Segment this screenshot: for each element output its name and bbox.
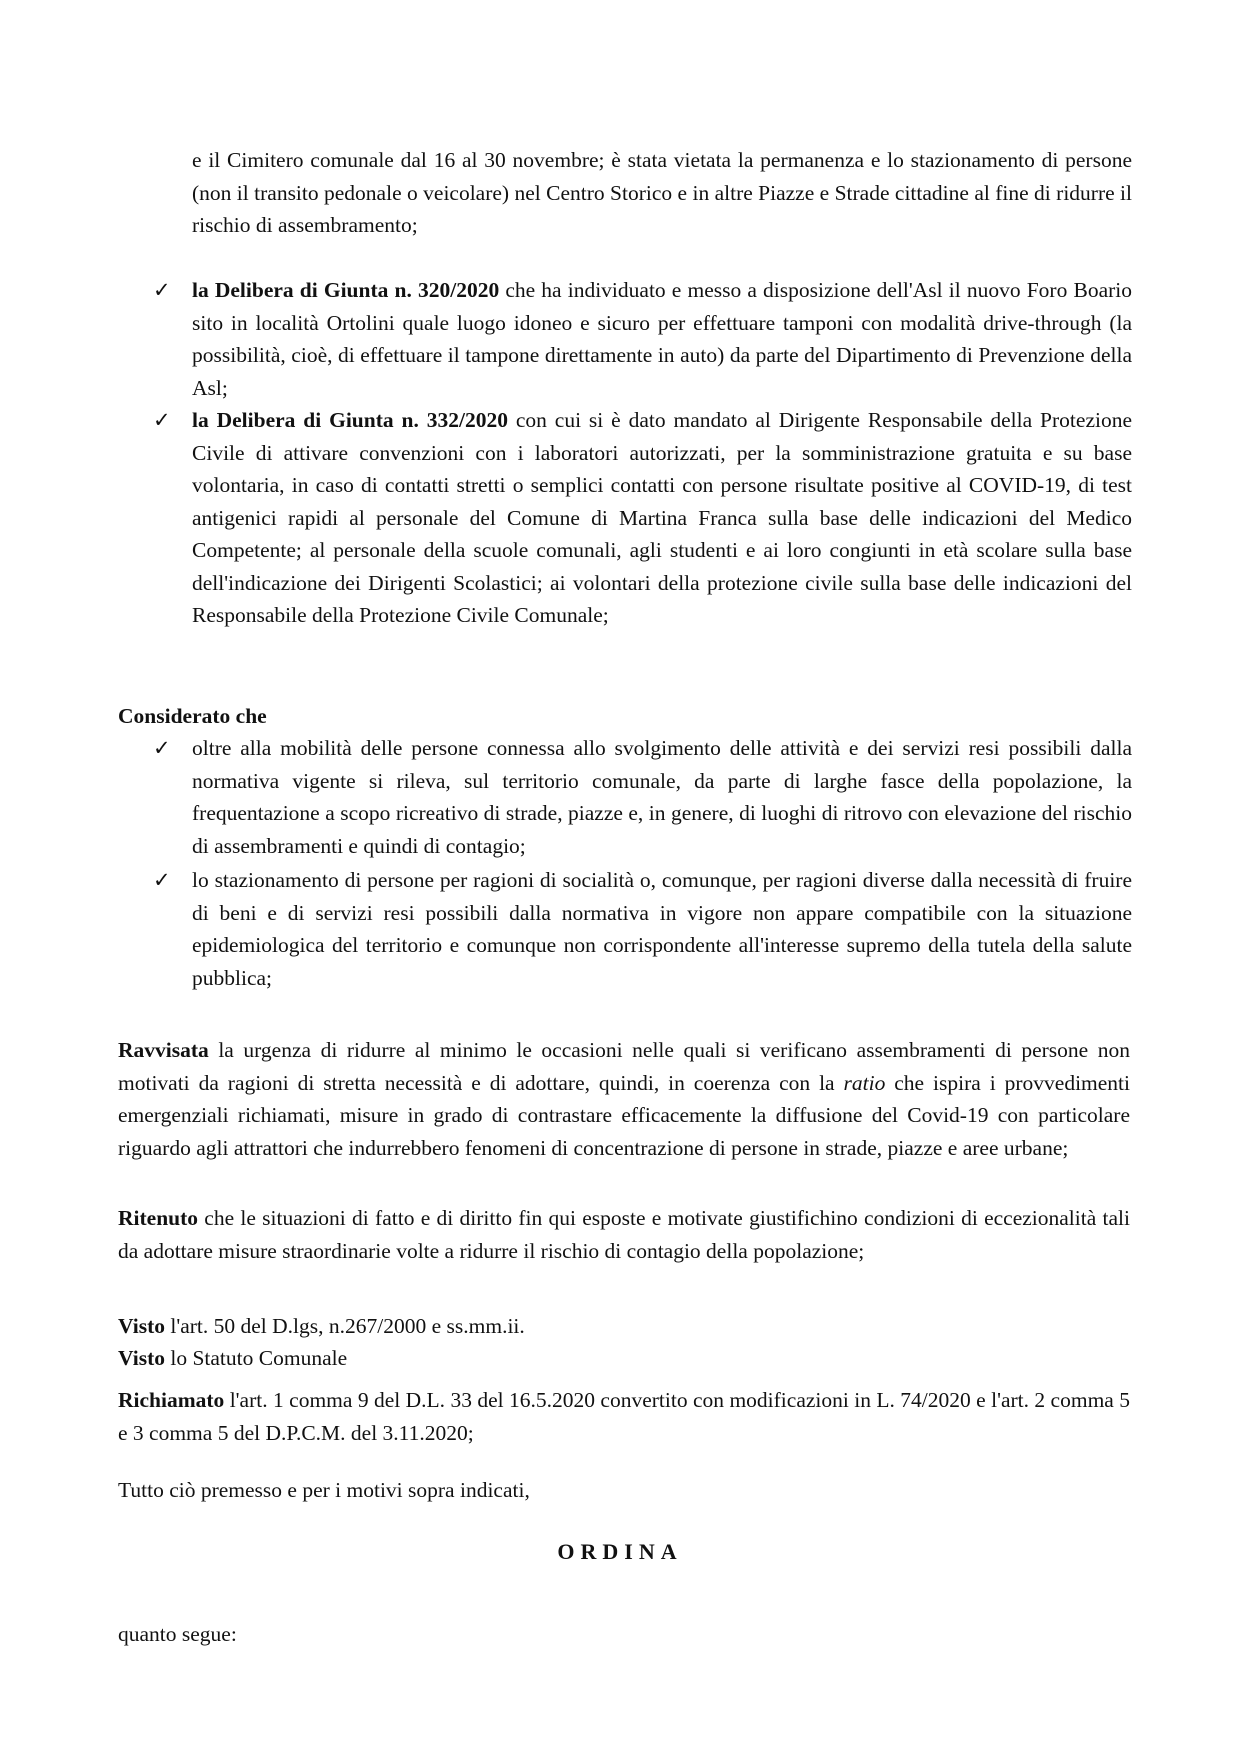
ravvisata-bold: Ravvisata (118, 1038, 209, 1062)
checkmark-icon: ✓ (153, 408, 171, 432)
ravvisata-paragraph (118, 1034, 1130, 1164)
list-item-stazionamento: lo stazionamento di persone per ragioni di socialità o, comunque, per ragioni diverse dalla necessità di fruire di beni e di servizi resi possibili dalla normativa in vigore non appare compatibile con la situazione epidemiologica del territorio e comunque non corrispondente all'interesse supremo della tutela della salute pubblica; (192, 868, 1132, 990)
checkmark-icon: ✓ (153, 868, 171, 892)
ordina-heading: ORDINA (557, 1539, 683, 1564)
visto-dlgs (118, 1310, 1130, 1343)
intro-paragraph: e il Cimitero comunale dal 16 al 30 novembre; è stata vietata la permanenza e lo stazionamento di persone (non il transito pedonale o veicolare) nel Centro Storico e in altre Piazze e Strade cittadine al fine di ridurre il rischio di assembramento; (192, 148, 1132, 237)
visto-text: lo Statuto Comunale (164, 1346, 348, 1370)
checkmark-icon: ✓ (153, 278, 171, 302)
list-item-bold: la Delibera di Giunta n. 332/2020 (192, 408, 508, 432)
checkmark-icon: ✓ (153, 736, 171, 760)
ravvisata-text-cont: che ispira i provvedimenti emergenziali richiamati, misure in grado di contrastare efficacemente la diffusione del Covid-19 con particolare riguardo agli attrattori che indurrebbero fenomeni di concentrazione di persone in strade, piazze e aree urbane; (118, 1070, 1131, 1160)
list-item-delibera-320 (192, 274, 1132, 404)
ritenuto-bold: Ritenuto (118, 1206, 199, 1230)
richiamato-bold: Richiamato (118, 1388, 225, 1412)
richiamato-text: l'art. 1 comma 9 del D.L. 33 del 16.5.2020 convertito con modificazioni in L. 74/2020 e l'art. 2 comma 5 e 3 comma 5 del D.P.C.M. del 3.11.2020; (118, 1388, 1130, 1445)
list-item-delibera-332 (192, 404, 1132, 632)
list-item-text: con cui si è dato mandato al Dirigente Responsabile della Protezione Civile di attivare convenzioni con i laboratori autorizzati, per la somministrazione gratuita e su base volontaria, in caso di contatti stretti o semplici contatti con persone risultate positive al COVID-19, di test antigenici rapidi al personale del Comune di Martina Franca sulla base delle indicazioni del Medico Competente; al personale della scuole comunali, agli studenti e ai loro congiunti in età scolare sulla base dell'indicazione dei Dirigenti Scolastici; ai volontari della protezione civile sulla base delle indicazioni del Responsabile della Protezione Civile Comunale; (192, 408, 1133, 627)
ritenuto-paragraph (118, 1202, 1130, 1267)
ratio-italic: ratio (843, 1070, 886, 1095)
richiamato-paragraph (118, 1384, 1130, 1449)
quanto-segue-line: quanto segue: (118, 1622, 237, 1646)
ritenuto-text: che le situazioni di fatto e di diritto fin qui esposte e motivate giustifichino condizioni di eccezionalità tali da adottare misure straordinarie volte a ridurre il rischio di contagio della popolazione; (118, 1206, 1130, 1263)
premesso-line: Tutto ciò premesso e per i motivi sopra indicati, (118, 1478, 530, 1502)
ravvisata-text: la urgenza di ridurre al minimo le occasioni nelle quali si verificano assembramenti di persone non motivati da ragioni di stretta necessità e di adottare, quindi, in coerenza con la (118, 1038, 1130, 1095)
visto-statuto (118, 1342, 1130, 1375)
visto-text: l'art. 50 del D.lgs, n.267/2000 e ss.mm.ii. (164, 1314, 525, 1338)
visto-bold: Visto (118, 1346, 165, 1370)
list-item-bold: la Delibera di Giunta n. 320/2020 (192, 278, 500, 302)
list-item-text: che ha individuato e messo a disposizione dell'Asl il nuovo Foro Boario sito in località Ortolini quale luogo idoneo e sicuro per effettuare tamponi con modalità drive-through (la possibilità, cioè, di effettuare il tampone direttamente in auto) da parte del Dipartimento di Prevenzione della Asl; (192, 278, 1132, 400)
list-item-mobilita: oltre alla mobilità delle persone connessa allo svolgimento delle attività e dei servizi resi possibili dalla normativa vigente si rileva, sul territorio comunale, da parte di larghe fasce della popolazione, la frequentazione a scopo ricreativo di strade, piazze e, in genere, di luoghi di ritrovo con elevazione del rischio di assembramenti e quindi di contagio; (192, 736, 1132, 858)
considerato-heading: Considerato che (118, 704, 267, 728)
visto-bold: Visto (118, 1314, 165, 1338)
